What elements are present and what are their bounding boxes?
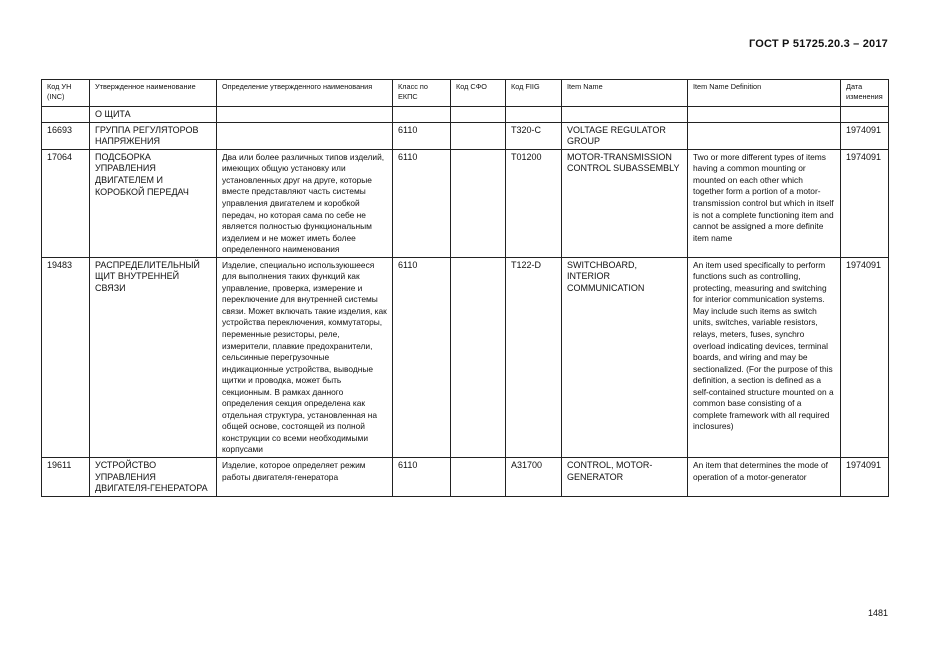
column-header-fiig: Код FIIG — [506, 80, 562, 107]
cell-definition: Изделие, специально используюшееся для выполнения таких функций как управление, проверка, измерение и переключение для внутренней системы связи. Может включать такие изделия, как устройства переключения, коммутаторы, переменные резисторы, реле, измерители, плавкие предохранители, сельсинные перегрузочные индикационные устройства, выводные щитки и проводка, может быть секционным. В рамках данного определения секция определена как отдельная структура, установленная на общей основе, состоящей из полной конструкции со всеми необходимыми корпусами — [217, 257, 393, 457]
cell-class: 6110 — [393, 257, 451, 457]
cell-name: О ЩИТА — [90, 107, 217, 123]
table-row — [42, 458, 889, 497]
column-header-class: Класс по ЕКПС — [393, 80, 451, 107]
cell-class: 6110 — [393, 122, 451, 149]
column-header-item-definition: Item Name Definition — [688, 80, 841, 107]
table-row-continuation — [42, 107, 889, 123]
cell-definition — [217, 122, 393, 149]
cell-inc: 19611 — [42, 458, 90, 497]
cell-name: УСТРОЙСТВО УПРАВЛЕНИЯ ДВИГАТЕЛЯ-ГЕНЕРАТОРА — [90, 458, 217, 497]
cell-inc: 16693 — [42, 122, 90, 149]
table-row — [42, 149, 889, 257]
nomenclature-table — [41, 79, 889, 497]
cell-item-definition — [688, 122, 841, 149]
cell-name: РАСПРЕДЕЛИТЕЛЬНЫЙ ЩИТ ВНУТРЕННЕЙ СВЯЗИ — [90, 257, 217, 457]
cell-date: 1974091 — [841, 149, 889, 257]
cell-inc: 17064 — [42, 149, 90, 257]
column-header-inc: Код УН (INC) — [42, 80, 90, 107]
cell-date: 1974091 — [841, 122, 889, 149]
cell-item-name: VOLTAGE REGULATOR GROUP — [562, 122, 688, 149]
cell-date: 1974091 — [841, 257, 889, 457]
column-header-definition: Определение утвержденного наименования — [217, 80, 393, 107]
cell-fiig: T122-D — [506, 257, 562, 457]
document-header: ГОСТ Р 51725.20.3 – 2017 — [748, 38, 888, 50]
cell-sfo — [451, 257, 506, 457]
table-header-row — [42, 80, 889, 107]
column-header-sfo: Код СФО — [451, 80, 506, 107]
cell-date: 1974091 — [841, 458, 889, 497]
cell-name: ГРУППА РЕГУЛЯТОРОВ НАПРЯЖЕНИЯ — [90, 122, 217, 149]
cell-name: ПОДСБОРКА УПРАВЛЕНИЯ ДВИГАТЕЛЕМ И КОРОБКОЙ ПЕРЕДАЧ — [90, 149, 217, 257]
cell-item-definition: An item that determines the mode of operation of a motor-generator — [688, 458, 841, 497]
cell-inc: 19483 — [42, 257, 90, 457]
cell-definition: Два или более различных типов изделий, имеющих общую установку или установленных друг на друге, которые вместе представляют часть системы управления двигателем и коробкой передач, но которая сама по себе не является полностью функциональным изделием и не может иметь более определенного наименования — [217, 149, 393, 257]
cell-definition: Изделие, которое определяет режим работы двигателя-генератора — [217, 458, 393, 497]
cell-item-definition: An item used specifically to perform functions such as controlling, protecting, measuring and switching for interior communication systems. May include such items as switch units, switches, variable resistors, relays, meters, fuses, synchro overload indicating devices, terminal boards, and wiring and may be sectionalized. (For the purpose of this definition, a section is defined as a self-contained structure mounted on a common base consisting of a complete framework with all required inclosures) — [688, 257, 841, 457]
cell-item-name: CONTROL, MOTOR-GENERATOR — [562, 458, 688, 497]
cell-sfo — [451, 122, 506, 149]
cell-item-name: SWITCHBOARD, INTERIOR COMMUNICATION — [562, 257, 688, 457]
table-row — [42, 122, 889, 149]
table-row — [42, 257, 889, 457]
column-header-name: Утвержденное наименование — [90, 80, 217, 107]
column-header-date: Дата изменения — [841, 80, 889, 107]
column-header-item-name: Item Name — [562, 80, 688, 107]
cell-item-definition: Two or more different types of items having a common mounting or mounted on each other which together form a portion of a motor-transmission control but which in itself is not a complete functioning item and cannot be assigned a more definite item name — [688, 149, 841, 257]
cell-item-name: MOTOR-TRANSMISSION CONTROL SUBASSEMBLY — [562, 149, 688, 257]
cell-fiig: T01200 — [506, 149, 562, 257]
page-number: 1481 — [867, 608, 888, 618]
cell-sfo — [451, 149, 506, 257]
cell-class: 6110 — [393, 458, 451, 497]
cell-fiig: T320-C — [506, 122, 562, 149]
cell-sfo — [451, 458, 506, 497]
cell-fiig: A31700 — [506, 458, 562, 497]
cell-class: 6110 — [393, 149, 451, 257]
